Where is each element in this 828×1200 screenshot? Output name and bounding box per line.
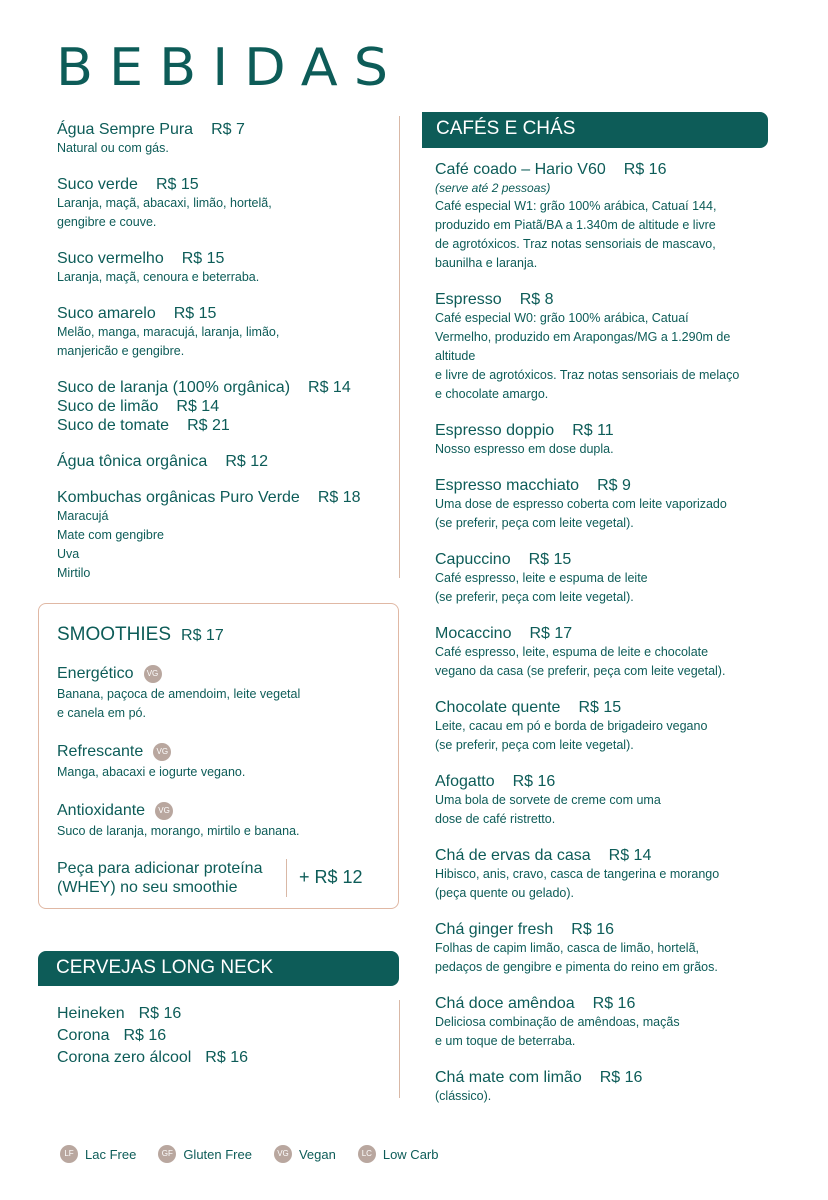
item-description: e livre de agrotóxicos. Traz notas sensoriais de melaço [435,368,740,382]
item-description: Café especial W1: grão 100% arábica, Catuaí 144, [435,199,717,213]
item-name: Espresso macchiato [435,477,580,494]
item-name: Kombuchas orgânicas Puro Verde [57,489,300,506]
protein-divider [286,859,287,897]
item-name: Antioxidante [57,802,146,819]
item-name: Suco verde [57,176,138,193]
protein-addon [57,859,398,897]
smoothie-item [57,663,398,723]
menu-item [435,476,785,533]
item-price: R$ 15 [528,551,572,568]
item-description: Laranja, maçã, abacaxi, limão, hortelã, [57,196,272,210]
item-description: Nosso espresso em dose dupla. [435,442,614,456]
menu-item [57,488,387,583]
legend-label: Vegan [298,1146,336,1162]
beers-header: CERVEJAS LONG NECK [38,951,399,986]
gluten-free-icon: GF [158,1145,176,1163]
item-description: gengibre e couve. [57,215,157,229]
item-name: Capuccino [435,551,511,568]
item-price: R$ 12 [225,453,269,470]
legend-item [274,1145,336,1163]
item-description: Uma bola de sorvete de creme com uma [435,793,661,807]
item-name: Água Sempre Pura [57,121,194,138]
item-price: R$ 21 [187,417,230,434]
item-price: R$ 16 [623,161,667,178]
menu-item [435,550,785,607]
item-name: Café coado – Hario V60 [435,161,606,178]
menu-item [435,994,785,1051]
item-price: R$ 17 [529,625,573,642]
beer-item [57,1047,248,1069]
item-price: R$ 15 [173,305,217,322]
menu-item [57,175,387,232]
protein-text-2: (WHEY) no seu smoothie [57,879,238,896]
smoothie-item [57,800,398,841]
item-description: dose de café ristretto. [435,812,556,826]
lac-free-icon: LF [60,1145,78,1163]
item-description: Maracujá [57,509,109,523]
legend-label: Gluten Free [183,1146,252,1162]
vegan-badge-icon: VG [144,665,162,683]
vegan-badge-icon: VG [153,743,171,761]
legend-item [158,1145,252,1163]
item-price: R$ 8 [519,291,554,308]
menu-item [57,452,387,471]
item-description: Mirtilo [57,566,91,580]
item-name: Água tônica orgânica [57,453,208,470]
item-description: Uva [57,547,80,561]
menu-item [435,698,785,755]
item-description: Natural ou com gás. [57,141,169,155]
item-description: (se preferir, peça com leite vegetal). [435,590,634,604]
item-name: Afogatto [435,773,495,790]
item-description: manjericão e gengibre. [57,344,185,358]
item-description: de agrotóxicos. Traz notas sensoriais de mascavo, [435,237,716,251]
item-description: e chocolate amargo. [435,387,549,401]
menu-item [435,421,785,459]
item-description: Melão, manga, maracujá, laranja, limão, [57,325,280,339]
menu-item [435,624,785,681]
item-name: Mocaccino [435,625,512,642]
item-description: (se preferir, peça com leite vegetal). [435,738,634,752]
smoothies-box [38,603,399,909]
cafes-list [435,160,785,1123]
diet-legend [60,1145,438,1163]
item-name: Heineken [57,1005,125,1022]
item-description: Manga, abacaxi e iogurte vegano. [57,765,246,779]
item-price: R$ 15 [578,699,622,716]
low-carb-icon: LC [358,1145,376,1163]
item-note: (serve até 2 pessoas) [435,181,551,195]
smoothies-heading [57,622,398,649]
item-description: Uma dose de espresso coberta com leite vaporizado [435,497,727,511]
cafes-header: CAFÉS E CHÁS [422,112,768,148]
item-name: Corona [57,1027,110,1044]
menu-item [435,920,785,977]
item-description: Café espresso, leite e espuma de leite [435,571,648,585]
protein-price: + R$ 12 [299,867,363,887]
item-name: Espresso [435,291,502,308]
item-description: Hibisco, anis, cravo, casca de tangerina e morango [435,867,720,881]
item-description: Mate com gengibre [57,528,165,542]
smoothie-item [57,741,398,782]
item-name: Suco de laranja (100% orgânica) [57,379,291,396]
item-description: Café espresso, leite, espuma de leite e chocolate [435,645,709,659]
item-price: R$ 16 [512,773,556,790]
item-description: Deliciosa combinação de amêndoas, maçãs [435,1015,680,1029]
menu-item [435,846,785,903]
item-name: Suco de limão [57,398,159,415]
item-price: R$ 16 [571,921,614,938]
item-description: pedaços de gengibre e pimenta do reino em grãos. [435,960,718,974]
menu-item [57,120,387,158]
menu-item-group [57,378,387,435]
item-name: Suco vermelho [57,250,164,267]
item-description: Banana, paçoca de amendoim, leite vegetal [57,687,301,701]
column-divider-lower [399,1000,400,1098]
vegan-icon: VG [274,1145,292,1163]
item-name: Chá ginger fresh [435,921,554,938]
item-description: (clássico). [435,1089,492,1103]
item-price: R$ 16 [205,1049,248,1066]
item-price: R$ 11 [572,422,614,439]
item-description: produzido em Piatã/BA a 1.340m de altitude e livre [435,218,716,232]
item-description: altitude [435,349,476,363]
drinks-list [57,120,387,600]
page-title: BEBIDAS [56,37,404,98]
item-description: Leite, cacau em pó e borda de brigadeiro vegano [435,719,708,733]
item-name: Suco de tomate [57,417,170,434]
item-price: R$ 15 [155,176,199,193]
item-name: Refrescante [57,743,144,760]
item-description: vegano da casa (se preferir, peça com leite vegetal). [435,664,726,678]
menu-item [435,160,785,273]
beers-list [57,1003,248,1069]
menu-item [435,772,785,829]
item-price: R$ 16 [138,1005,182,1022]
menu-item [57,304,387,361]
item-price: R$ 14 [176,398,220,415]
vegan-badge-icon: VG [155,802,173,820]
menu-item [435,290,785,404]
column-divider [399,116,400,578]
item-description: Café especial W0: grão 100% arábica, Catuaí [435,311,689,325]
item-price: R$ 9 [597,477,631,494]
item-name: Corona zero álcool [57,1049,192,1066]
section-price: R$ 17 [181,627,224,644]
item-description: Suco de laranja, morango, mirtilo e banana. [57,824,300,838]
item-price: R$ 16 [592,995,636,1012]
item-description: (peça quente ou gelado). [435,886,574,900]
legend-item [60,1145,136,1163]
item-price: R$ 14 [608,847,652,864]
item-name: Energético [57,665,134,682]
item-price: R$ 18 [317,489,361,506]
item-name: Chá mate com limão [435,1069,582,1086]
item-price: R$ 16 [123,1027,167,1044]
section-title: SMOOTHIES [57,624,172,645]
item-price: R$ 15 [181,250,225,267]
item-name: Chá de ervas da casa [435,847,591,864]
item-description: Vermelho, produzido em Arapongas/MG a 1.290m de [435,330,731,344]
item-price: R$ 16 [599,1069,643,1086]
item-description: baunilha e laranja. [435,256,538,270]
legend-item [358,1145,439,1163]
item-name: Suco amarelo [57,305,156,322]
item-name: Espresso doppio [435,422,555,439]
item-description: Laranja, maçã, cenoura e beterraba. [57,270,260,284]
menu-item [57,249,387,287]
item-name: Chá doce amêndoa [435,995,575,1012]
menu-item [435,1068,785,1106]
legend-label: Low Carb [382,1146,439,1162]
beer-item [57,1025,248,1047]
item-name: Chocolate quente [435,699,561,716]
item-price: R$ 7 [211,121,245,138]
item-price: R$ 14 [308,379,351,396]
item-description: e um toque de beterraba. [435,1034,576,1048]
item-description: (se preferir, peça com leite vegetal). [435,516,634,530]
legend-label: Lac Free [85,1146,137,1162]
protein-text-1: Peça para adicionar proteína [57,860,263,877]
item-description: e canela em pó. [57,706,146,720]
item-description: Folhas de capim limão, casca de limão, hortelã, [435,941,700,955]
beer-item [57,1003,248,1025]
